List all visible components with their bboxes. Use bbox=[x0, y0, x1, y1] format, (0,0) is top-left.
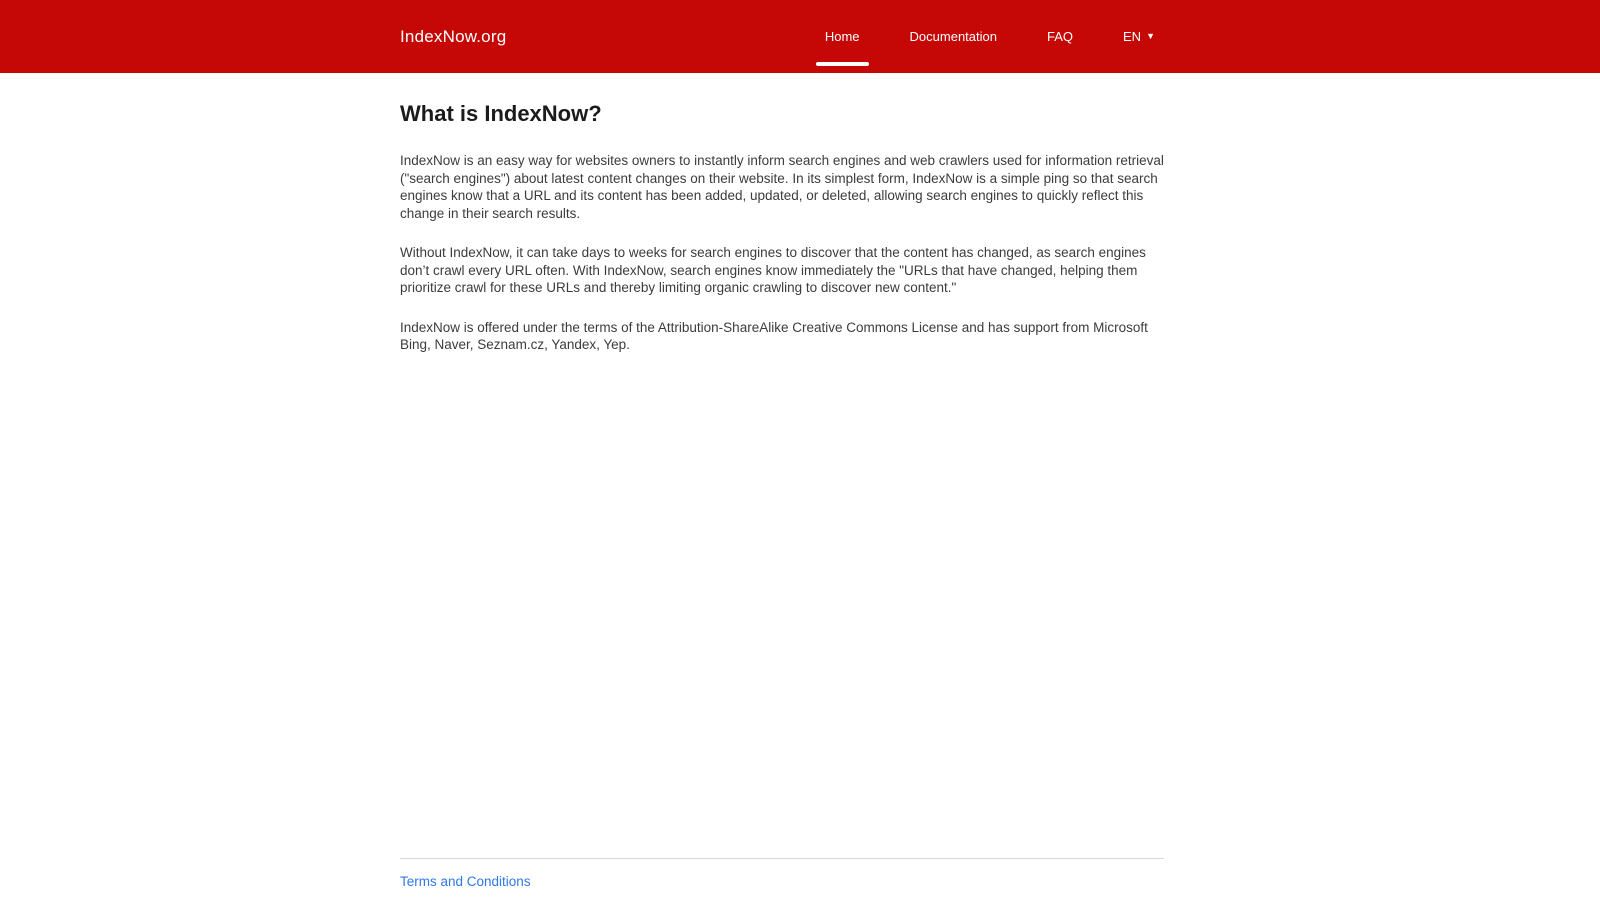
main-content bbox=[400, 73, 1164, 354]
chevron-down-icon: ▼ bbox=[1146, 31, 1155, 41]
site-footer bbox=[400, 858, 1164, 891]
nav-item-home[interactable] bbox=[816, 0, 869, 73]
page-title: What is IndexNow? bbox=[400, 101, 602, 126]
main-nav bbox=[816, 0, 1164, 73]
terms-and-conditions-link[interactable]: Terms and Conditions bbox=[400, 874, 531, 889]
active-tab-underline bbox=[816, 62, 869, 66]
nav-item-documentation[interactable] bbox=[901, 0, 1006, 73]
site-header bbox=[0, 0, 1600, 73]
paragraph-what-is-indexnow: IndexNow is an easy way for websites owners to instantly inform search engines and web crawlers used for information retrieval ("search engines") about latest content changes on their website. In its simplest form, IndexNow is a simple ping so that search engines know that a URL and its content has been added, updated, or deleted, allowing search engines to quickly reflect this change in their search results. bbox=[400, 153, 1164, 221]
paragraph-license-support: IndexNow is offered under the terms of the Attribution-ShareAlike Creative Commons License and has support from Microsoft Bing, Naver, Seznam.cz, Yandex, Yep. bbox=[400, 319, 1148, 352]
nav-home-label: Home bbox=[824, 29, 860, 44]
paragraph-without-indexnow: Without IndexNow, it can take days to weeks for search engines to discover that the content has changed, as search engines don’t crawl every URL often. With IndexNow, search engines know immediately the "URLs that have changed, helping them prioritize crawl for these URLs and thereby limiting organic crawling to discover new content." bbox=[400, 245, 1146, 295]
site-logo[interactable]: IndexNow.org bbox=[400, 26, 507, 46]
nav-documentation-label: Documentation bbox=[909, 29, 997, 44]
language-selector[interactable] bbox=[1114, 0, 1164, 73]
header-container bbox=[400, 0, 1164, 73]
language-label: EN bbox=[1123, 29, 1142, 44]
nav-faq-label: FAQ bbox=[1047, 29, 1074, 44]
nav-item-faq[interactable] bbox=[1038, 0, 1082, 73]
